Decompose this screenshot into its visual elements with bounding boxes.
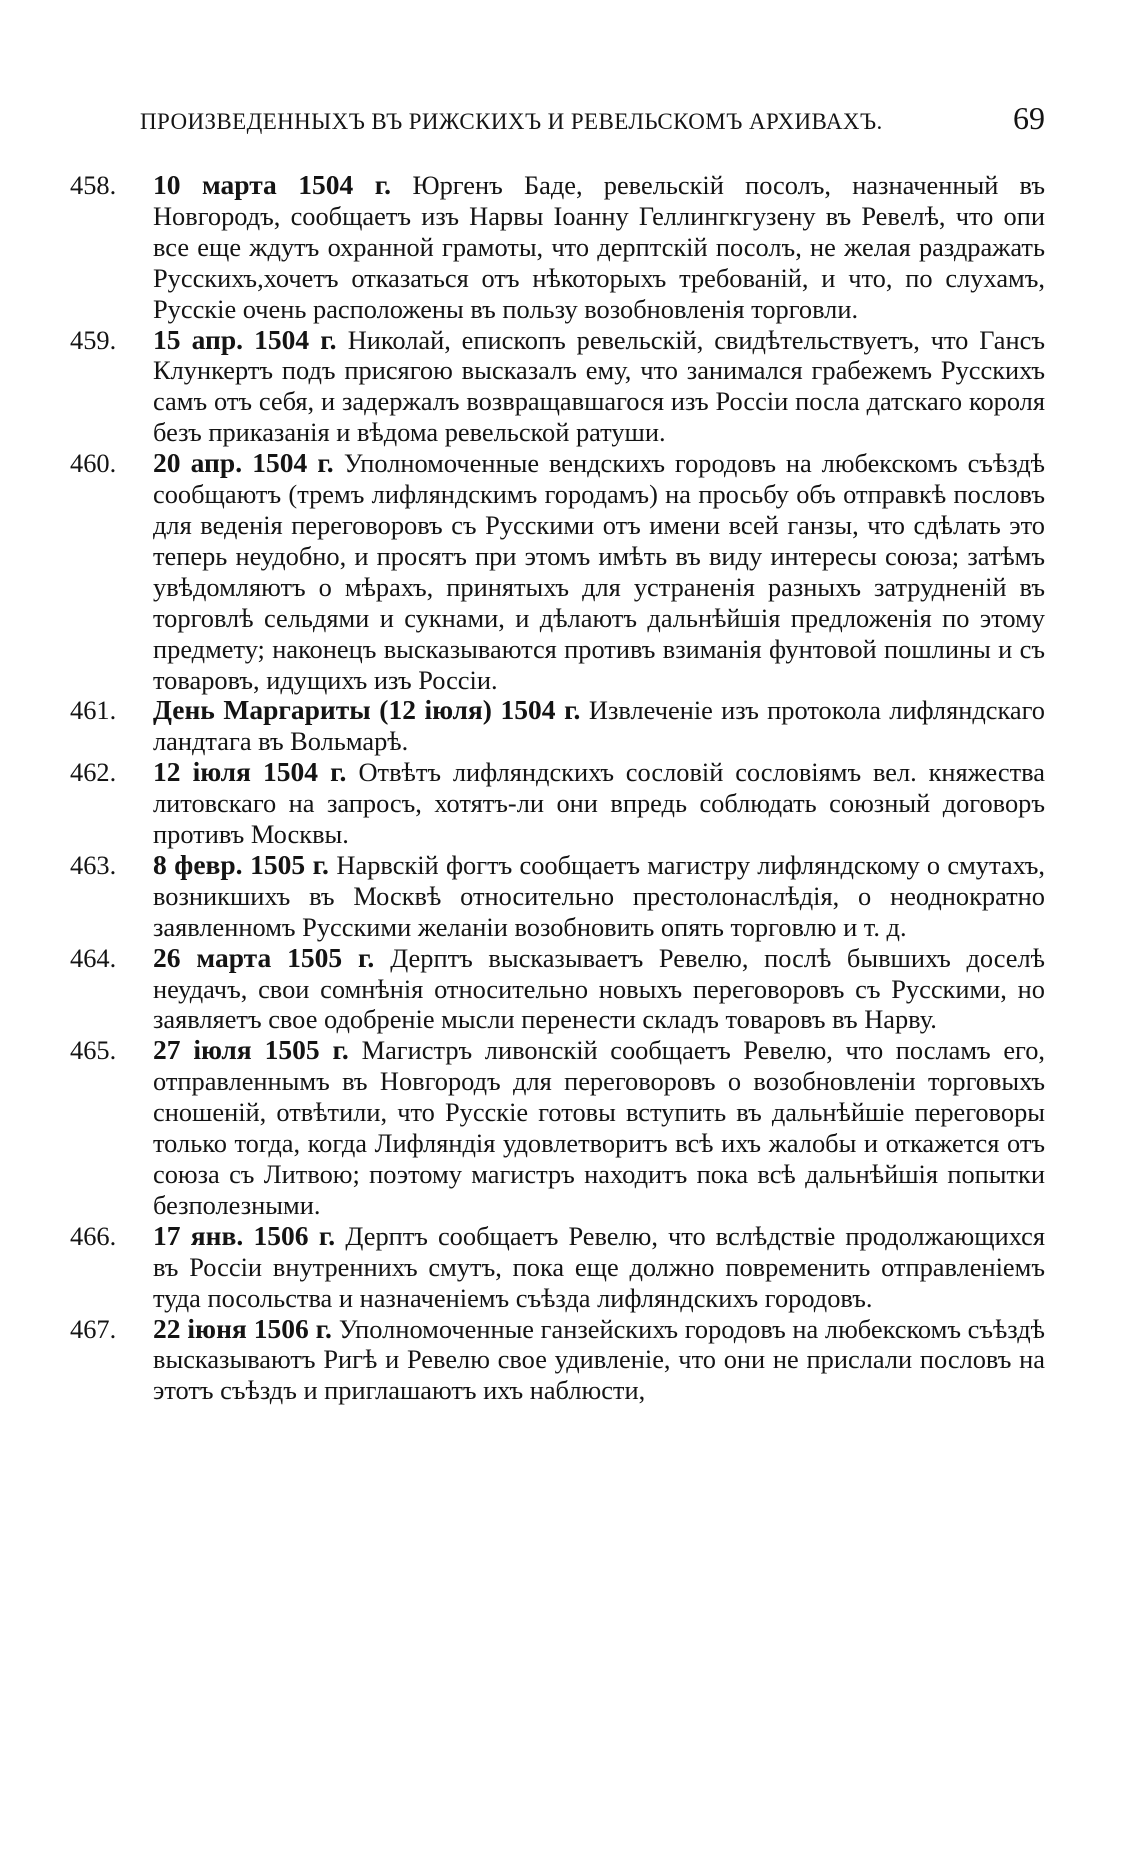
entry-number: 459.	[70, 324, 117, 355]
running-title: ПРОИЗВЕДЕННЫХЪ ВЪ РИЖСКИХЪ И РЕВЕЛЬСКОМЪ АРХИВАХЪ.	[140, 109, 883, 134]
entry-text: Дерптъ высказываетъ Ревелю, послѣ бывшихъ доселѣ неудачъ, свои сомнѣнія относительно новыхъ переговоровъ съ Русскими, но заявляетъ свое одобреніе мысли перенести складъ товаровъ въ Нарву.	[153, 942, 1045, 1035]
entry-number: 466.	[70, 1220, 117, 1251]
entry-date: 22 іюня 1506 г.	[153, 1312, 339, 1344]
entry-number: 462.	[70, 757, 117, 788]
entry-date: 15 апр. 1504 г.	[153, 323, 348, 355]
entry-text: Уполномоченные вендскихъ городовъ на любекскомъ съѣздѣ сообщаютъ (тремъ лифляндскимъ городамъ) на просьбу объ отправкѣ пословъ для веденія переговоровъ съ Русскими отъ имени всей ганзы, что сдѣлать это теперь неудобно, и просятъ при этомъ имѣть въ виду интересы союза; затѣмъ увѣдомляютъ о мѣрахъ, принятыхъ для устраненія разныхъ затрудненій въ торговлѣ сельдями и сукнами, и дѣлаютъ дальнѣйшія предложенія по этому предмету; наконецъ высказываются противъ взиманія фунтовой пошлины и съ товаровъ, идущихъ изъ Россіи.	[153, 448, 1045, 695]
entry-463	[70, 848, 1045, 943]
entry-date: 10 марта 1504 г.	[153, 169, 413, 200]
entry-text: Отвѣтъ лифляндскихъ сословій сословіямъ вел. княжества литовскаго на запросъ, хотятъ-ли они впредь соблюдать союзный договоръ противъ Москвы.	[153, 757, 1045, 850]
entry-text: Николай, епископъ ревельскій, свидѣтельствуетъ, что Гансъ Клункертъ подъ присягою высказалъ ему, что занимался грабежемъ Русскихъ самъ отъ себя, и задержалъ возвращавшагося изъ Россіи посла датскаго короля безъ приказанія и вѣдома ревельской ратуши.	[153, 324, 1045, 448]
entry-465	[70, 1034, 1045, 1220]
entry-number: 460.	[70, 448, 117, 479]
entry-464	[70, 941, 1045, 1036]
page	[70, 100, 1046, 1406]
entry-date: День Маргариты (12 іюля) 1504 г.	[153, 694, 589, 726]
entry-date: 20 апр. 1504 г.	[153, 447, 344, 479]
entry-text: Юргенъ Баде, ревельскій посолъ, назначенный въ Новгородъ, сообщаетъ изъ Нарвы Іоанну Геллингкгузену въ Ревелѣ, что опи все еще ждутъ охранной грамоты, что дерптскій посолъ, не желая раздражать Русскихъ,хочетъ отказаться отъ нѣкоторыхъ требованій, и что, по слухамъ, Русскіе очень расположены въ пользу возобновленія торговли.	[153, 170, 1045, 324]
entry-date: 26 марта 1505 г.	[153, 941, 391, 973]
entry-461	[70, 694, 1046, 757]
entry-number: 465.	[70, 1035, 117, 1066]
entry-date: 8 февр. 1505 г.	[153, 848, 337, 880]
entry-number: 463.	[70, 849, 117, 880]
entry-458	[70, 169, 1045, 325]
page-number: 69	[1013, 100, 1045, 136]
entry-462	[70, 756, 1045, 850]
entry-466	[70, 1219, 1045, 1314]
entry-number: 467.	[70, 1313, 117, 1344]
entry-text: Уполномоченные ганзейскихъ городовъ на любекскомъ съѣздѣ высказываютъ Ригѣ и Ревелю свое удивленіе, что они не прислали пословъ на этотъ съѣздъ и приглашаютъ ихъ наблюсти,	[153, 1313, 1046, 1406]
entry-number: 458.	[70, 170, 117, 200]
entry-text: Дерптъ сообщаетъ Ревелю, что вслѣдствіе продолжающихся въ Россіи внутреннихъ смутъ, пока еще должно повременить отправленіемъ туда посольства и назначеніемъ съѣзда лифляндскихъ городовъ.	[153, 1220, 1045, 1313]
entry-number: 464.	[70, 942, 117, 973]
entry-number: 461.	[70, 695, 117, 726]
entry-date: 27 іюля 1505 г.	[153, 1034, 362, 1066]
entry-list	[70, 169, 1046, 1406]
entry-460	[70, 447, 1045, 695]
entry-467	[70, 1312, 1046, 1407]
entry-date: 12 іюля 1504 г.	[153, 756, 359, 788]
entry-459	[70, 323, 1045, 449]
entry-text: Нарвскій фогтъ сообщаетъ магистру лифляндскому о смутахъ, возникшихъ въ Москвѣ относительно престолонаслѣдія, о неоднократно заявленномъ Русскими желаніи возобновить опять торговлю и т. д.	[153, 849, 1045, 942]
page-header	[140, 100, 1045, 170]
entry-text: Извлеченіе изъ протокола лифляндскаго ландтага въ Вольмарѣ.	[153, 695, 1046, 757]
entry-date: 17 янв. 1506 г.	[153, 1219, 346, 1251]
entry-text: Магистръ ливонскій сообщаетъ Ревелю, что посламъ его, отправленнымъ въ Новгородъ для переговоровъ о возобновленіи торговыхъ сношеній, отвѣтили, что Русскіе готовы вступить въ дальнѣйшіе переговоры только тогда, когда Лифляндія удовлетворитъ всѣ ихъ жалобы и откажется отъ союза съ Литвою; поэтому магистръ находитъ пока всѣ дальнѣйшія попытки безполезными.	[153, 1035, 1045, 1220]
